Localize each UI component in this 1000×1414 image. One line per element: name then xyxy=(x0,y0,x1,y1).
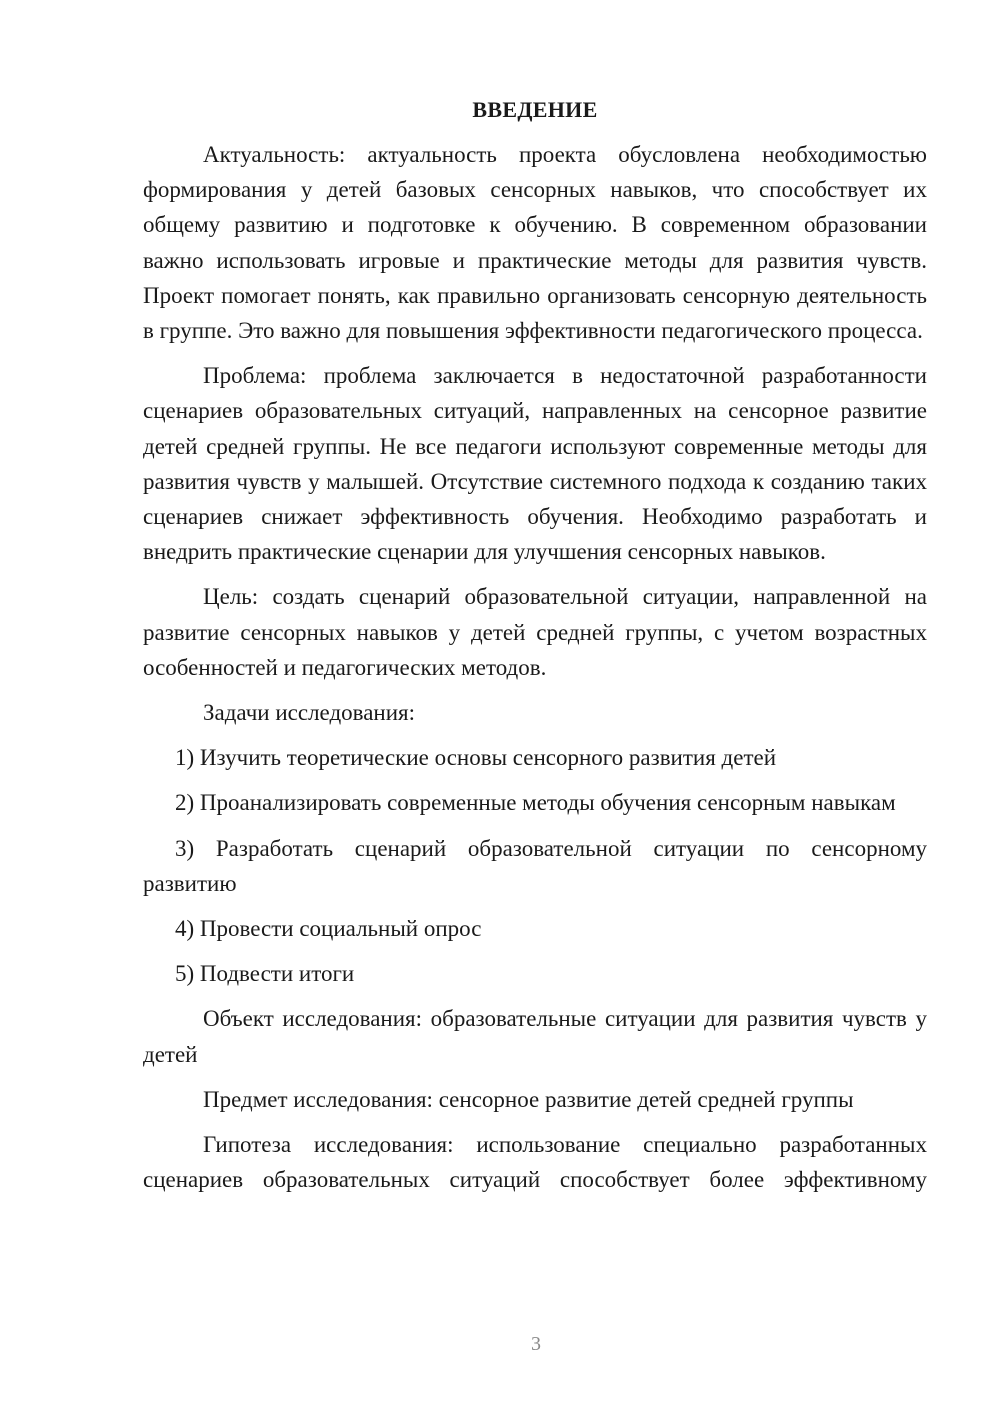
subject-paragraph: Предмет исследования: сенсорное развитие детей средней группы xyxy=(203,1086,854,1112)
task-item-4: 4) Провести социальный опрос xyxy=(175,916,482,942)
page-title: ВВЕДЕНИЕ xyxy=(472,97,598,122)
goal-paragraph: Цель: создать сценарий образовательной ситуации, направленной на развитие сенсорных навыков у детей средней группы, с учетом возрастных особенностей и педагогических методов. xyxy=(143,584,927,680)
task-item-3: 3) Разработать сценарий образовательной ситуации по сенсорному развитию xyxy=(143,835,927,896)
task-item-5: 5) Подвести итоги xyxy=(175,961,355,987)
relevance-paragraph: Актуальность: актуальность проекта обусловлена необходимостью формирования у детей базовых сенсорных навыков, что способствует их общему развитию и подготовке к обучению. В современном образовании важно использовать игровые и практические методы для развития чувств. Проект помогает понять, как правильно организовать сенсорную деятельность в группе. Это важно для повышения эффективности педагогического процесса. xyxy=(143,142,927,344)
object-paragraph: Объект исследования: образовательные ситуации для развития чувств у детей xyxy=(143,1006,927,1067)
tasks-title: Задачи исследования: xyxy=(203,700,416,726)
problem-paragraph: Проблема: проблема заключается в недостаточной разработанности сценариев образовательных ситуаций, направленных на сенсорное развитие детей средней группы. Не все педагоги используют современные методы для развития чувств у малышей. Отсутствие системного подхода к созданию таких сценариев снижает эффективность обучения. Необходимо разработать и внедрить практические сценарии для улучшения сенсорных навыков. xyxy=(143,363,927,565)
page-number: 3 xyxy=(531,1333,541,1355)
task-item-1: 1) Изучить теоретические основы сенсорного развития детей xyxy=(175,745,777,771)
hypothesis-paragraph: Гипотеза исследования: использование специально разработанных сценариев образовательных ситуаций способствует более эффективному xyxy=(143,1132,927,1193)
task-item-2: 2) Проанализировать современные методы обучения сенсорным навыкам xyxy=(175,790,896,816)
document-page xyxy=(143,92,927,1207)
